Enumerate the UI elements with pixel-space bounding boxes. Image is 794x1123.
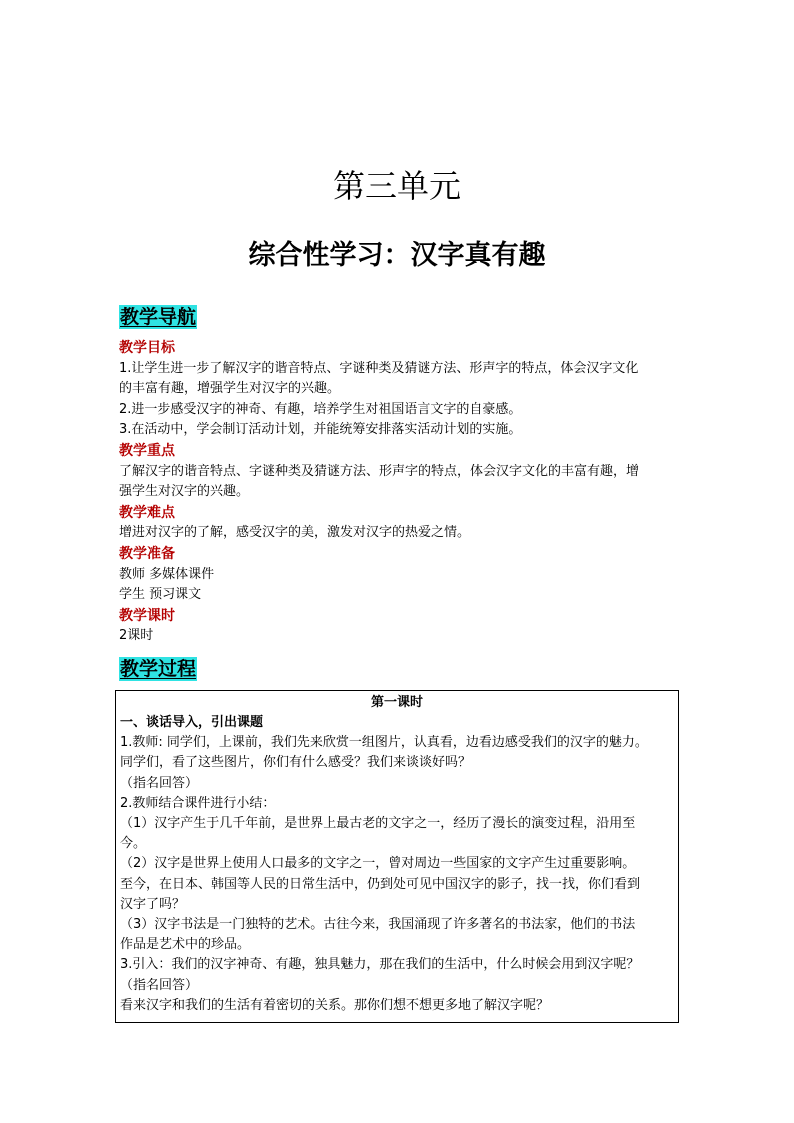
goal-line: 3.在活动中，学会制订活动计划，并能统筹安排落实活动计划的实施。 bbox=[119, 422, 522, 438]
process-line: 3.引入：我们的汉字神奇、有趣，独具魅力，那在我们的生活中，什么时候会用到汉字呢？ bbox=[120, 957, 640, 973]
process-line: 作品是艺术中的珍品。 bbox=[120, 937, 251, 953]
lesson-period-title: 第一课时 bbox=[370, 695, 423, 710]
teaching-guide-heading: 教学导航 bbox=[120, 306, 197, 328]
process-line: 汉字了吗？ bbox=[120, 896, 186, 912]
process-line: （1）汉字产生于几千年前，是世界上最古老的文字之一，经历了漫长的演变过程，沿用至 bbox=[120, 816, 636, 832]
key-points-label: 教学重点 bbox=[119, 442, 175, 459]
unit-title: 第三单元 bbox=[332, 167, 461, 205]
preparation-line: 学生 预习课文 bbox=[119, 587, 202, 603]
difficulty-label: 教学难点 bbox=[119, 504, 175, 521]
section-heading: 一、谈话导入，引出课题 bbox=[120, 715, 264, 730]
goals-label: 教学目标 bbox=[119, 340, 175, 356]
process-line: 同学们，看了这些图片，你们有什么感受？我们来谈谈好吗？ bbox=[120, 755, 472, 771]
process-line: （指名回答） bbox=[120, 977, 199, 993]
preparation-label: 教学准备 bbox=[119, 545, 175, 562]
difficulty-line: 增进对汉字的了解，感受汉字的美，激发对汉字的热爱之情。 bbox=[119, 525, 471, 541]
preparation-line: 教师 多媒体课件 bbox=[119, 566, 215, 582]
process-line: （3）汉字书法是一门独特的艺术。古往今来，我国涌现了许多著名的书法家，他们的书法 bbox=[120, 917, 636, 933]
process-line: 今。 bbox=[120, 836, 147, 852]
goal-line: 的丰富有趣，增强学生对汉字的兴趣。 bbox=[119, 381, 341, 397]
class-hours-label: 教学课时 bbox=[119, 607, 175, 624]
lesson-title: 综合性学习：汉字真有趣 bbox=[248, 240, 546, 271]
process-line: 1.教师: 同学们，上课前，我们先来欣赏一组图片，认真看，边看边感受我们的汉字的魅力。 bbox=[120, 735, 648, 751]
process-line: （指名回答） bbox=[120, 775, 199, 791]
class-hours-line: 2课时 bbox=[119, 628, 154, 644]
teaching-process-heading: 教学过程 bbox=[120, 658, 197, 680]
process-line: （2）汉字是世界上使用人口最多的文字之一，曾对周边一些国家的文字产生过重要影响。 bbox=[120, 856, 636, 872]
lesson-process-box bbox=[115, 690, 679, 1023]
key-point-line: 了解汉字的谐音特点、字谜种类及猜谜方法、形声字的特点，体会汉字文化的丰富有趣，增 bbox=[119, 463, 640, 479]
process-line: 2.教师结合课件进行小结： bbox=[120, 795, 276, 811]
goal-line: 1.让学生进一步了解汉字的谐音特点、字谜种类及猜谜方法、形声字的特点，体会汉字文化 bbox=[119, 360, 639, 376]
goal-line: 2.进一步感受汉字的神奇、有趣，培养学生对祖国语言文字的自豪感。 bbox=[119, 401, 522, 417]
process-line: 至今，在日本、韩国等人民的日常生活中，仍到处可见中国汉字的影子，找一找，你们看到 bbox=[120, 876, 641, 892]
teaching-guide bbox=[119, 338, 679, 647]
process-line: 看来汉字和我们的生活有着密切的关系。那你们想不想更多地了解汉字呢？ bbox=[120, 997, 550, 1013]
key-point-line: 强学生对汉字的兴趣。 bbox=[119, 484, 250, 500]
